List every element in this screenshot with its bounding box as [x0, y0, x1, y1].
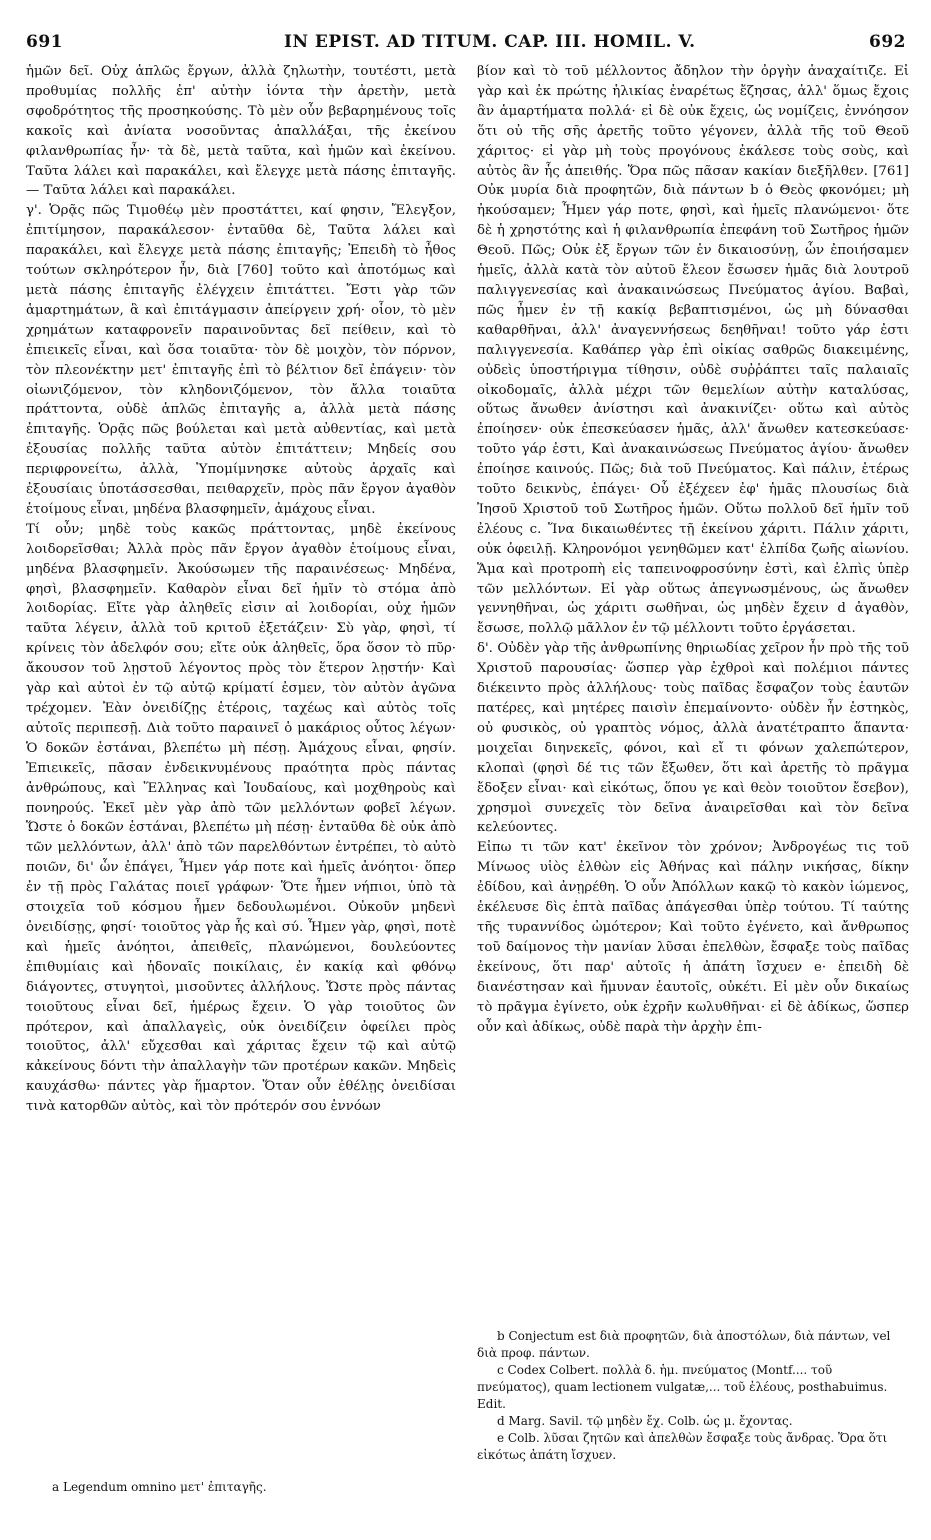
page-number-left: 691 [26, 32, 63, 52]
left-paragraph-3: Τί οὖν; μηδὲ τοὺς κακῶς πράττοντας, μηδὲ ἐκείνους λοιδορεῖσθαι; Ἀλλὰ πρὸς πᾶν ἔργον ἀγαθὸν ἑτοίμους εἶναι, μηδένα βλασφημεῖν. Ἀκούσωμεν τῆς παραινέσεως· Μηδένα, φησὶ, βλασφημεῖν. Καθαρὸν εἶναι δεῖ ἡμῖν τὸ στόμα ἀπὸ λοιδορίας. Εἴτε γὰρ ἀληθεῖς εἰσιν αἱ λοιδορίαι, οὐχ ἡμῶν ταῦτα λέγειν, ἀλλὰ τοῦ κριτοῦ ἐξετάζειν· Σὺ γὰρ, φησὶ, τί κρίνεις τὸν ἀδελφόν σου; εἴτε οὐκ ἀληθεῖς, ὅρα ὅσον τὸ πῦρ· ἄκουσον τοῦ λῃστοῦ λέγοντος πρὸς τὸν ἕτερον λῃστήν· Καὶ γὰρ καὶ αὐτοὶ ἐν τῷ αὐτῷ κρίματί ἐσμεν, τὸν αὐτὸν ἀγῶνα τρέχομεν. Ἐὰν ὀνειδίζῃς ἑτέροις, ταχέως καὶ αὐτὸς τοῖς αὐτοῖς περιπεσῇ. Διὰ τοῦτο παραινεῖ ὁ μακάριος οὗτος λέγων· Ὁ δοκῶν ἑστάναι, βλεπέτω μὴ πέσῃ. Ἀμάχους εἶναι, φησίν. Ἐπιεικεῖς, πᾶσαν ἐνδεικνυμένους πραότητα πρὸς πάντας ἀνθρώπους, καὶ Ἕλληνας καὶ Ἰουδαίους, καὶ μοχθηροὺς καὶ πονηρούς. Ἐκεῖ μὲν γὰρ ἀπὸ τῶν μελλόντων φοβεῖ λέγων. Ὥστε ὁ δοκῶν ἑστάναι, βλεπέτω μὴ πέσῃ· ἐνταῦθα δὲ οὐκ ἀπὸ τῶν μελλόντων, ἀλλ' ἀπὸ τῶν παρελθόντων ἐντρέπει, τὸ αὐτὸ ποιῶν, δι' ὧν ἐπάγει, Ἦμεν γάρ ποτε καὶ ἡμεῖς ἀνόητοι· ὅπερ ἐν τῇ πρὸς Γαλάτας ποιεῖ γράφων· Ὅτε ἦμεν νήπιοι, ὑπὸ τὰ στοιχεῖα τοῦ κόσμου ἦμεν δεδουλωμένοι. Οὐκοῦν μηδενὶ ὀνειδίσῃς, φησί· τοιοῦτος γὰρ ἧς καὶ σύ. Ἦμεν γὰρ, φησὶ, ποτὲ καὶ ἡμεῖς ἀνόητοι, ἀπειθεῖς, πλανώμενοι, δουλεύοντες ἐπιθυμίαις καὶ ἡδοναῖς ποικίλαις, ἐν κακίᾳ καὶ φθόνῳ διάγοντες, στυγητοὶ, μισοῦντες ἀλλήλους. Ὥστε πρὸς πάντας τοιοῦτους εἶναι δεῖ, ἡμέρως ἔχειν. Ὁ γὰρ τοιοῦτος ὢν πρότερον, καὶ ἀπαλλαγεὶς, οὐκ ὀνειδίζειν ὀφείλει πρὸς τοιοῦτος, ἀλλ' εὔχεσθαι καὶ χάριτας ἔχειν τῷ καὶ αὐτῷ κἀκείνους δόντι τὴν ἀπαλλαγὴν τῶν προτέρων κακῶν. Μηδεὶς καυχάσθω· πάντες γὰρ ἥμαρτον. Ὅταν οὖν ἐθέλῃς ὀνειδίσαι τινὰ κατορθῶν αὐτὸς, καὶ τὸν πρότερόν σου ἐννόων [26, 521, 456, 1115]
running-header [26, 32, 906, 54]
right-paragraph-3: Εἰπω τι τῶν κατ' ἐκεῖνον τὸν χρόνον; Ἀνδρογέως τις τοῦ Μίνωος υἱὸς ἐλθὼν εἰς Ἀθήνας καὶ πάλην νικήσας, δίκην ἐδίδου, καὶ ἀνῃρέθη. Ὁ οὖν Ἀπόλλων κακῷ τὸ κακὸν ἰώμενος, ἐκέλευσε δὶς ἑπτὰ παῖδας ἀπάγεσθαι ὑπὲρ τούτου. Τί ταύτης τῆς τυραννίδος ὠμότερον; Καὶ τοῦτο ἐγένετο, καὶ ἄνθρωπος τοῦ δαίμονος τὴν μανίαν λῦσαι ἐπελθὼν, ἔσφαξε τοὺς παῖδας ἐκείνους, ὅτι παρ' αὐτοῖς ἡ ἀπάτη ἴσχυεν e· ἐπειδὴ δὲ διανέστησαν καὶ ἤμυναν ἑαυτοῖς, οὐκέτι. Εἰ μὲν οὖν δικαίως τὸ πρᾶγμα ἐγίνετο, οὐκ ἐχρῆν κωλυθῆναι· εἰ δὲ ἀδίκως, ὥσπερ οὖν καὶ ἀδίκως, οὐδὲ παρὰ τὴν ἀρχὴν ἐπι- [477, 840, 909, 1035]
left-column [26, 62, 456, 1117]
footnote-b: b Conjectum est διὰ προφητῶν, διὰ ἀποστόλων, διὰ πάντων, vel διὰ προφ. πάντων. [477, 1329, 891, 1360]
right-footnotes [477, 1328, 909, 1464]
left-paragraph-2: γ'. Ὁρᾷς πῶς Τιμοθέῳ μὲν προστάττει, καί φησιν, Ἔλεγξον, ἐπιτίμησον, παρακάλεσον· ἐνταῦθα δὲ, Ταῦτα λάλει καὶ παρακάλει, καὶ ἔλεγχε μετὰ πάσης ἐπιταγῆς; Ἐπειδὴ τὸ ἦθος τούτων σκληρότερον ἦν, διὰ [760] τοῦτο καὶ ἀποτόμως καὶ μετὰ πάσης ἐπιταγῆς ἐλέγχειν ἐπιτάττει. Ἔστι γὰρ τῶν ἁμαρτημάτων, ἃ καὶ ἐπιτάγμασιν ἀπείργειν χρή· οἷον, τὸ μὲν χρημάτων καταφρονεῖν παραινοῦντας δεῖ πείθειν, καὶ τὸ ἐπιεικεῖς εἶναι, καὶ ὅσα τοιαῦτα· τὸν δὲ μοιχὸν, τὸν πόρνον, τὸν πλεονέκτην μετ' ἐπιταγῆς ἐπὶ τὸ βέλτιον δεῖ ἐπάγειν· τὸν οἰωνιζόμενον, τὸν κληδονιζόμενον, τὸν ἄλλα τοιαῦτα πράττοντα, οὐδὲ ἁπλῶς ἐπιταγῆς a, ἀλλὰ μετὰ πάσης ἐπιταγῆς. Ὁρᾷς πῶς βούλεται καὶ μετὰ αὐθεντίας, καὶ μετὰ ἐξουσίας πολλῆς ταῦτα αὐτὸν ἐπιτάττειν; Μηδείς σου περιφρονείτω, ἀλλὰ, Ὑπομίμνησκε αὐτοὺς ἀρχαῖς καὶ ἐξουσίαις ὑποτάσσεσθαι, πειθαρχεῖν, πρὸς πᾶν ἔργον ἀγαθὸν ἑτοίμους εἶναι, μηδένα βλασφημεῖν, ἀμάχους εἶναι. [26, 203, 456, 517]
left-paragraph-1: ἡμῶν δεῖ. Οὐχ ἁπλῶς ἔργων, ἀλλὰ ζηλωτὴν, τουτέστι, μετὰ προθυμίας πολλῆς ἐπ' αὐτὴν ἰόντα τὴν ἀρετὴν, μετὰ σφοδρότητος τῆς προσηκούσης. Τὸ μὲν οὖν βεβαρημένους τοῖς κακοῖς καὶ ἀνίατα νοσοῦντας ἀπαλλάξαι, τῆς ἐκείνου φιλανθρωπίας ἦν· τὰ δὲ, μετὰ ταῦτα, καὶ ἡμῶν καὶ ἐκείνου. Ταῦτα λάλει καὶ παρακάλει, καὶ ἔλεγχε μετὰ πάσης ἐπιταγῆς. — Ταῦτα λάλει καὶ παρακάλει. [26, 64, 456, 199]
right-paragraph-1: βίον καὶ τὸ τοῦ μέλλοντος ἄδηλον τὴν ὀργὴν ἀναχαίτιζε. Εἰ γὰρ καὶ ἐκ πρώτης ἡλικίας ἐναρέτως ἔζησας, ἀλλ' ὅμως ἔχοις ἂν ἁμαρτήματα πολλά· εἰ δὲ οὐκ ἔχεις, ὡς νομίζεις, ἐννόησον ὅτι οὐ τῆς σῆς ἀρετῆς τοῦτο γέγονεν, ἀλλὰ τῆς τοῦ Θεοῦ χάριτος· εἰ γὰρ μὴ τοὺς προγόνους ἐκάλεσε τοὺς σοὺς, καὶ αὐτὸς ἂν ἧς ἀπειθής. Ὅρα πῶς πᾶσαν κακίαν διεξῆλθεν. [761] Οὐκ μυρία διὰ προφητῶν, διὰ πάντων b ὁ Θεὸς φκονόμει; μὴ ἠκούσαμεν; Ἦμεν γάρ ποτε, φησὶ, καὶ ἡμεῖς πλανώμενοι· ὅτε δὲ ἡ χρηστότης καὶ ἡ φιλανθρωπία ἐπεφάνη τοῦ Σωτῆρος ἡμῶν Θεοῦ. Πῶς; Οὐκ ἐξ ἔργων τῶν ἐν δικαιοσύνῃ, ὧν ἐποιήσαμεν ἡμεῖς, ἀλλὰ κατὰ τὸν αὐτοῦ ἔλεον ἔσωσεν ἡμᾶς διὰ λουτροῦ παλιγγενεσίας καὶ ἀνακαινώσεως Πνεύματος ἁγίου. Βαβαὶ, πῶς ἦμεν ἐν τῇ κακίᾳ βεβαπτισμένοι, ὡς μὴ δύνασθαι καθαρθῆναι, ἀλλ' ἀναγεννήσεως δεηθῆναι! τοῦτο γάρ ἐστι παλιγγενεσία. Καθάπερ γὰρ ἐπὶ οἰκίας σαθρῶς διακειμένης, οὐδεὶς ὑποστήριγμα τίθησιν, οὐδὲ συῤῥάπτει ταῖς παλαιαῖς οἰκοδομαῖς, ἀλλὰ μέχρι τῶν θεμελίων αὐτὴν καταλύσας, οὕτως ἄνωθεν ἀνίστησι καὶ ἀνακινίζει· οὕτω καὶ αὐτὸς ἐποίησεν· οὐκ ἐπεσκεύασεν ἡμᾶς, ἀλλ' ἄνωθεν κατεσκεύασε· τοῦτο γάρ ἐστι, Καὶ ἀνακαινώσεως Πνεύματος ἁγίου· ἄνωθεν ἐποίησε καινούς. Πῶς; διὰ τοῦ Πνεύματος. Καὶ πάλιν, ἑτέρως τοῦτο δεικνὺς, ἐπάγει· Οὗ ἐξέχεεν ἐφ' ἡμᾶς πλουσίως διὰ Ἰησοῦ Χριστοῦ τοῦ Σωτῆρος ἡμῶν. Οὕτω πολλοῦ δεῖ ἡμῖν τοῦ ἐλέους c. Ἵνα δικαιωθέντες τῇ ἐκείνου χάριτι. Πάλιν χάριτι, οὐκ ὀφειλῇ. Κληρονόμοι γενηθῶμεν κατ' ἐλπίδα ζωῆς αἰωνίου. Ἅμα καὶ προτροπὴ εἰς ταπεινοφροσύνην ἐστὶ, καὶ ἐλπὶς ὑπὲρ τῶν μελλόντων. Εἰ γὰρ οὕτως ἀπεγνωσμένους, ὡς ἄνωθεν γεννηθῆναι, ὡς χάριτι σωθῆναι, ὡς μηδὲν ἔχειν d ἀγαθὸν, ἔσωσε, πολλῷ μᾶλλον ἐν τῷ μέλλοντι τοῦτο ἐργάσεται. [477, 64, 909, 637]
right-paragraph-2: δ'. Οὐδὲν γὰρ τῆς ἀνθρωπίνης θηριωδίας χεῖρον ἦν πρὸ τῆς τοῦ Χριστοῦ παρουσίας· ὥσπερ γὰρ ἐχθροὶ καὶ πολέμιοι πάντες διέκειντο πρὸς ἀλλήλους· τοὺς παῖδας ἔσφαζον τοὺς ἑαυτῶν πατέρες, καὶ μητέρες παισὶν ἐπεμαίνοντο· οὐδὲν ἦν ἑστηκὸς, οὐ φυσικὸς, οὐ γραπτὸς νόμος, ἀλλὰ ἀνατέτραπτο ἅπαντα· μοιχεῖαι διηνεκεῖς, φόνοι, καὶ εἴ τι φόνων χαλεπώτερον, κλοπαὶ (φησὶ δέ τις τῶν ἔξωθεν, ὅτι καὶ ἀρετῆς τὸ πρᾶγμα ἔδοξεν εἶναι· καὶ εἰκότως, ὅπου γε καὶ θεὸν τοιοῦτον ἔσεβον), χρησμοὶ συνεχεῖς τὸν δεῖνα ἀναιρεῖσθαι καὶ τὸν δεῖνα κελεύοντες. [477, 641, 909, 836]
right-column [477, 62, 909, 1037]
left-footnote: a Legendum omnino μετ' ἐπιταγῆς. [52, 1480, 267, 1494]
footnote-e: e Colb. λῦσαι ζητῶν καὶ ἀπελθὼν ἔσφαξε τοὺς ἄνδρας. Ὅρα ὅτι εἰκότως ἀπάτη ἴσχυεν. [477, 1431, 888, 1462]
footnote-d: d Marg. Savil. τῷ μηδὲν ἔχ. Colb. ὡς μ. ἔχοντας. [497, 1414, 793, 1428]
footnote-c: c Codex Colbert. πολλὰ δ. ἡμ. πνεύματος (Montf.... τοῦ πνεύματος), quam lectionem vulgatæ,... τοῦ ἐλέους, posthabuimus. Edit. [477, 1363, 888, 1411]
page-number-right: 692 [869, 32, 906, 52]
running-title: IN EPIST. AD TITUM. CAP. III. HOMIL. V. [284, 32, 696, 52]
